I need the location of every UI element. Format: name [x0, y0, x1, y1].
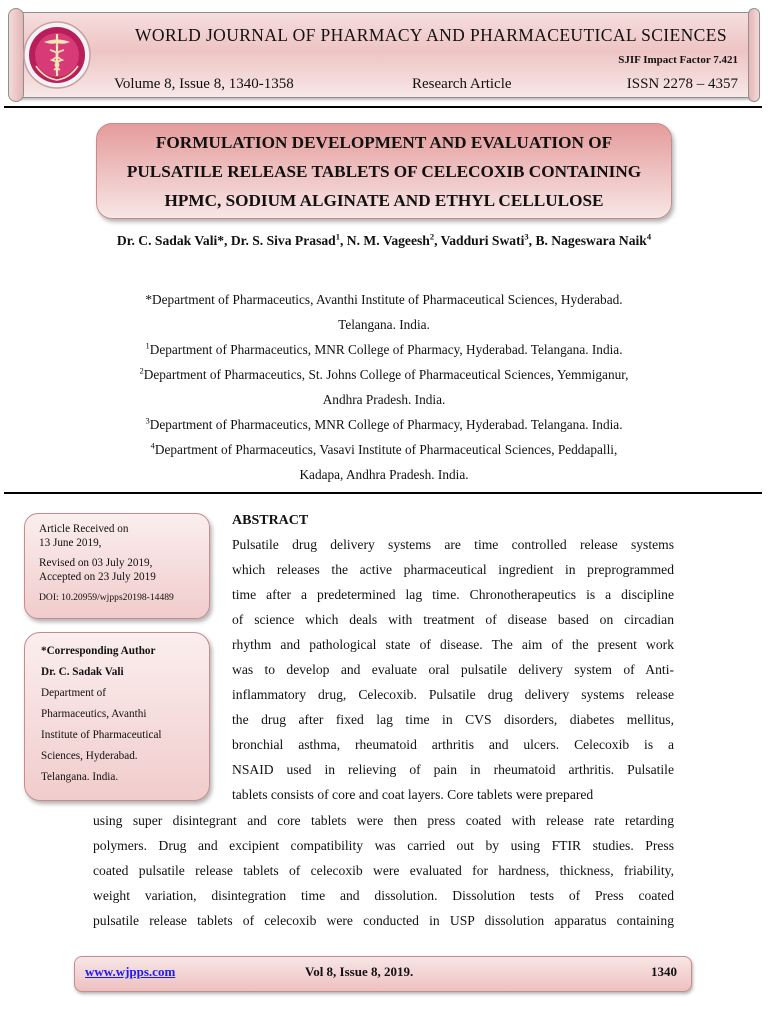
author-name: Vadduri Swati: [440, 233, 525, 248]
abstract-line: Pulsatile drug delivery systems are time controlled release systems: [232, 537, 674, 552]
abstract-line: the drug after fixed lag time in CVS disorders, diabetes mellitus,: [232, 712, 674, 727]
corresponding-address-line: Institute of Pharmaceutical: [41, 729, 162, 741]
corresponding-name: Dr. C. Sadak Vali: [41, 666, 124, 678]
received-label: Article Received on: [39, 523, 129, 535]
impact-factor: SJIF Impact Factor 7.421: [618, 54, 738, 66]
abstract-line: time after a predetermined lag time. Chronotherapeutics is a discipline: [232, 587, 674, 602]
paper-title-box: [96, 123, 672, 219]
affil-mark: 2: [139, 365, 144, 376]
affil-mark: 4: [150, 440, 155, 451]
affiliation-line: [80, 437, 688, 462]
journal-header-banner: [8, 8, 760, 100]
affiliation-text: Department of Pharmaceutics, MNR College of Pharmacy, Hyderabad. Telangana. India.: [149, 342, 623, 357]
affiliation-line: *Department of Pharmaceutics, Avanthi Institute of Pharmaceutical Sciences, Hyderabad.: [145, 292, 623, 307]
affiliation-line: Telangana. India.: [338, 317, 430, 332]
corresponding-address-line: Pharmaceutics, Avanthi: [41, 708, 147, 720]
abstract-line: NSAID used in relieving of pain in rheumatoid arthritis. Pulsatile: [232, 762, 674, 777]
accepted-date: Accepted on 23 July 2019: [39, 571, 156, 583]
author-name: B. Nageswara Naik: [535, 233, 647, 248]
author-name: Dr. S. Siva Prasad: [230, 233, 336, 248]
revised-date: Revised on 03 July 2019,: [39, 557, 153, 569]
affil-mark: 1: [145, 340, 150, 351]
page-number: 1340: [651, 964, 677, 979]
abstract-line: rhythm and pathological state of disease. The aim of the present work: [232, 637, 674, 652]
paper-title-line: HPMC, SODIUM ALGINATE AND ETHYL CELLULOSE: [164, 190, 604, 210]
affiliation-line: [80, 362, 688, 387]
corresponding-author-box: [24, 632, 210, 801]
footer-volume: Vol 8, Issue 8, 2019.: [305, 964, 414, 979]
affiliation-line: Andhra Pradesh. India.: [322, 392, 446, 407]
journal-title: WORLD JOURNAL OF PHARMACY AND PHARMACEUTICAL SCIENCES: [135, 25, 727, 45]
journal-logo-icon: [22, 20, 92, 90]
author-affil-mark: 4: [646, 231, 652, 242]
abstract-line: which releases the active pharmaceutical ingredient in preprogrammed: [232, 562, 674, 577]
doi[interactable]: DOI: 10.20959/wjpps20198-14489: [39, 592, 174, 603]
corresponding-address-line: Telangana. India.: [41, 771, 119, 783]
abstract-line: of science which deals with treatment of disease based on circadian: [232, 612, 674, 627]
affiliation-text: Department of Pharmaceutics, St. Johns College of Pharmaceutical Sciences, Yemmiganur,: [143, 367, 629, 382]
issn: ISSN 2278 – 4357: [626, 76, 738, 92]
page-footer: [74, 956, 692, 992]
banner-scroll-right: [748, 8, 760, 102]
corresponding-address-line: Department of: [41, 687, 106, 699]
author-affil-mark: 1: [335, 231, 340, 242]
corresponding-address-line: Sciences, Hyderabad.: [41, 750, 138, 762]
affiliation-line: [80, 412, 688, 437]
affil-mark: 3: [145, 415, 150, 426]
author-name: Dr. C. Sadak Vali*: [116, 233, 225, 248]
author-affil-mark: 2: [429, 231, 435, 242]
author-name: N. M. Vageesh: [346, 233, 430, 248]
abstract-line: was to develop and evaluate oral pulsatile delivery system of Anti-: [232, 662, 674, 677]
paper-title-line: PULSATILE RELEASE TABLETS OF CELECOXIB CONTAINING: [126, 161, 642, 181]
abstract-line: using super disintegrant and core tablets were then press coated with release rate retarding: [93, 813, 674, 828]
paper-title-line: FORMULATION DEVELOPMENT AND EVALUATION OF: [155, 132, 613, 152]
header-divider: [4, 106, 762, 108]
article-type: Research Article: [412, 76, 512, 92]
author-list: Dr. C. Sadak Vali*, Dr. S. Siva Prasad$^1$, N. M. Vageesh$^2$, Vadduri Swati$^3$, B. Nageswara Naik$^4$: [116, 231, 652, 248]
received-date: 13 June 2019,: [39, 537, 102, 549]
section-divider: [4, 492, 762, 494]
affiliation-list: [80, 287, 688, 487]
corresponding-label: *Corresponding Author: [41, 645, 156, 657]
abstract-heading: ABSTRACT: [232, 513, 309, 528]
affiliation-text: Department of Pharmaceutics, MNR College of Pharmacy, Hyderabad. Telangana. India.: [149, 417, 623, 432]
abstract-line: inflammatory drug, Celecoxib. Pulsatile drug delivery systems release: [232, 687, 674, 702]
affiliation-text: Department of Pharmaceutics, Vasavi Institute of Pharmaceutical Sciences, Peddapalli,: [154, 442, 618, 457]
abstract-line: tablets consists of core and coat layers. Core tablets were prepared: [232, 787, 594, 802]
abstract-line: bronchial asthma, rheumatoid arthritis and ulcers. Celecoxib is a: [232, 737, 674, 752]
affiliation-line: [80, 337, 688, 362]
abstract-line: pulsatile release tablets of celecoxib were conducted in USP dissolution apparatus containing: [93, 913, 674, 928]
volume-info: Volume 8, Issue 8, 1340-1358: [114, 76, 294, 92]
abstract-line: weight variation, disintegration time and dissolution. Dissolution tests of Press coated: [93, 888, 674, 903]
abstract-line: coated pulsatile release tablets of celecoxib were evaluated for hardness, thickness, friability,: [93, 863, 674, 878]
affiliation-line: Kadapa, Andhra Pradesh. India.: [299, 467, 469, 482]
author-affil-mark: 3: [524, 231, 529, 242]
abstract-line: polymers. Drug and excipient compatibility was carried out by using FTIR studies. Press: [93, 838, 674, 853]
article-info-box: [24, 513, 210, 619]
journal-url-link[interactable]: www.wjpps.com: [85, 964, 176, 979]
